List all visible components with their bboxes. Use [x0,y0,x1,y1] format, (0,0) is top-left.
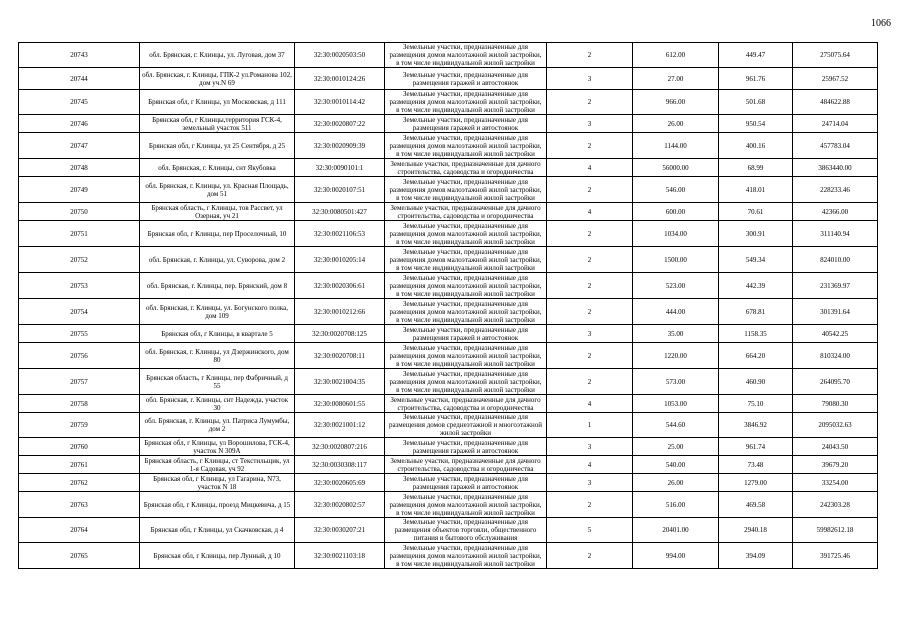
specific-value-cell: 1158.35 [719,325,793,343]
area-cell: 35.00 [633,325,719,343]
area-cell: 27.00 [633,68,719,90]
cadastral-number-cell: 32:30:0021106:53 [295,221,385,247]
area-cell: 1500.00 [633,247,719,273]
cadastral-value-cell: 2095032.63 [793,413,878,438]
land-use-purpose-cell: Земельные участки, предназначенные для размещения домов малоэтажной жилой застройки, в том числе индивидуальной жилой застройки [385,543,547,569]
area-cell: 966.00 [633,90,719,115]
table-row [19,369,878,395]
area-cell: 544.60 [633,413,719,438]
record-number-cell: 20749 [19,177,140,203]
page-number: 1066 [871,18,891,29]
cadastral-number-cell: 32:30:0020807:216 [295,438,385,456]
use-group-cell: 2 [547,273,633,299]
table-row [19,474,878,492]
cadastral-value-cell: 301391.64 [793,299,878,325]
cadastral-value-cell: 264095.70 [793,369,878,395]
record-number-cell: 20747 [19,133,140,159]
area-cell: 994.00 [633,543,719,569]
address-cell: Брянская обл, г Клинцы,территория ГСК-4, земельный участок 511 [140,115,295,133]
address-cell: Брянская обл, г Клинцы, ул Московская, д 111 [140,90,295,115]
area-cell: 444.00 [633,299,719,325]
record-number-cell: 20748 [19,159,140,177]
specific-value-cell: 68.99 [719,159,793,177]
specific-value-cell: 75.10 [719,395,793,413]
land-use-purpose-cell: Земельные участки, предназначенные для дачного строительства, садоводства и огородничества [385,395,547,413]
table-row [19,133,878,159]
cadastral-value-cell: 25967.52 [793,68,878,90]
table-row [19,456,878,474]
table-body [19,43,878,569]
cadastral-number-cell: 32:30:0010114:42 [295,90,385,115]
record-number-cell: 20750 [19,203,140,221]
record-number-cell: 20746 [19,115,140,133]
specific-value-cell: 961.74 [719,438,793,456]
cadastral-number-cell: 32:30:0030308:117 [295,456,385,474]
cadastral-number-cell: 32:30:0020107:51 [295,177,385,203]
specific-value-cell: 394.09 [719,543,793,569]
land-use-purpose-cell: Земельные участки, предназначенные для размещения домов малоэтажной жилой застройки, в том числе индивидуальной жилой застройки [385,273,547,299]
cadastral-number-cell: 32:30:0021103:18 [295,543,385,569]
cadastral-value-cell: 42366.00 [793,203,878,221]
cadastral-value-cell: 484622.88 [793,90,878,115]
cadastral-value-cell: 810324.00 [793,343,878,369]
cadastral-value-cell: 59982612.18 [793,518,878,543]
use-group-cell: 4 [547,456,633,474]
cadastral-value-cell: 275075.64 [793,43,878,68]
use-group-cell: 2 [547,133,633,159]
table-row [19,247,878,273]
record-number-cell: 20756 [19,343,140,369]
table-row [19,492,878,518]
use-group-cell: 3 [547,438,633,456]
record-number-cell: 20764 [19,518,140,543]
address-cell: Брянская обл, г Клинцы, ул Гагарина, N73, участок N 18 [140,474,295,492]
record-number-cell: 20755 [19,325,140,343]
land-use-purpose-cell: Земельные участки, предназначенные для размещения домов среднеэтажной и многоэтажной жилой застройки [385,413,547,438]
cadastral-number-cell: 32:30:0020503:50 [295,43,385,68]
record-number-cell: 20744 [19,68,140,90]
address-cell: Брянская обл, г Клинцы, в квартале 5 [140,325,295,343]
record-number-cell: 20754 [19,299,140,325]
use-group-cell: 2 [547,369,633,395]
land-use-purpose-cell: Земельные участки, предназначенные для размещения гаражей и автостоянок [385,474,547,492]
land-use-purpose-cell: Земельные участки, предназначенные для размещения объектов торговли, общественного питания и бытового обслуживания [385,518,547,543]
cadastral-number-cell: 32:30:0080501:427 [295,203,385,221]
land-use-purpose-cell: Земельные участки, предназначенные для размещения домов малоэтажной жилой застройки, в том числе индивидуальной жилой застройки [385,43,547,68]
cadastral-number-cell: 32:30:0010124:26 [295,68,385,90]
record-number-cell: 20758 [19,395,140,413]
address-cell: обл. Брянская, г. Клинцы, ул. Богунского полка, дом 109 [140,299,295,325]
land-use-purpose-cell: Земельные участки, предназначенные для размещения домов малоэтажной жилой застройки, в том числе индивидуальной жилой застройки [385,133,547,159]
area-cell: 600.00 [633,203,719,221]
area-cell: 546.00 [633,177,719,203]
area-cell: 26.00 [633,115,719,133]
table-row [19,177,878,203]
address-cell: обл. Брянская, г. Клинцы, снт Якубовка [140,159,295,177]
use-group-cell: 4 [547,159,633,177]
area-cell: 1053.00 [633,395,719,413]
area-cell: 20401.00 [633,518,719,543]
use-group-cell: 3 [547,325,633,343]
area-cell: 1220.00 [633,343,719,369]
specific-value-cell: 950.54 [719,115,793,133]
use-group-cell: 4 [547,203,633,221]
cadastral-value-cell: 391725.46 [793,543,878,569]
cadastral-value-cell: 311140.94 [793,221,878,247]
land-use-purpose-cell: Земельные участки, предназначенные для размещения домов малоэтажной жилой застройки, в том числе индивидуальной жилой застройки [385,343,547,369]
specific-value-cell: 1279.00 [719,474,793,492]
table-row [19,203,878,221]
record-number-cell: 20753 [19,273,140,299]
specific-value-cell: 2940.18 [719,518,793,543]
land-use-purpose-cell: Земельные участки, предназначенные для размещения гаражей и автостоянок [385,438,547,456]
use-group-cell: 3 [547,115,633,133]
use-group-cell: 2 [547,177,633,203]
address-cell: обл. Брянская, г. Клинцы, ул Дзержинского, дом 80 [140,343,295,369]
land-use-purpose-cell: Земельные участки, предназначенные для размещения гаражей и автостоянок [385,115,547,133]
cadastral-number-cell: 32:30:0021001:12 [295,413,385,438]
cadastral-value-cell: 24714.04 [793,115,878,133]
specific-value-cell: 501.68 [719,90,793,115]
table-row [19,90,878,115]
address-cell: Брянская обл, г Клинцы, ул Ворошилова, ГСК-4, участок N 309А [140,438,295,456]
use-group-cell: 2 [547,492,633,518]
address-cell: Брянская область, г Клинцы, пер Фабричный, д 55 [140,369,295,395]
cadastral-value-cell: 79080.30 [793,395,878,413]
address-cell: Брянская область, г Клинцы, ст Текстильщик, ул 1-я Садовая, уч 92 [140,456,295,474]
use-group-cell: 2 [547,90,633,115]
land-use-purpose-cell: Земельные участки, предназначенные для размещения домов малоэтажной жилой застройки, в том числе индивидуальной жилой застройки [385,299,547,325]
cadastral-number-cell: 32:30:0021004:35 [295,369,385,395]
table-row [19,115,878,133]
use-group-cell: 1 [547,413,633,438]
area-cell: 516.00 [633,492,719,518]
record-number-cell: 20757 [19,369,140,395]
cadastral-number-cell: 32:30:0010212:66 [295,299,385,325]
cadastral-number-cell: 32:30:0020605:69 [295,474,385,492]
specific-value-cell: 449.47 [719,43,793,68]
record-number-cell: 20745 [19,90,140,115]
address-cell: Брянская обл, г Клинцы, пер Проселочный, 10 [140,221,295,247]
area-cell: 523.00 [633,273,719,299]
use-group-cell: 2 [547,343,633,369]
table-row [19,273,878,299]
cadastral-value-cell: 228233.46 [793,177,878,203]
land-use-purpose-cell: Земельные участки, предназначенные для размещения гаражей и автостоянок [385,68,547,90]
address-cell: обл. Брянская, г. Клинцы, ул. Луговая, дом 37 [140,43,295,68]
specific-value-cell: 678.81 [719,299,793,325]
area-cell: 612.00 [633,43,719,68]
use-group-cell: 2 [547,247,633,273]
cadastral-number-cell: 32:30:0030207:21 [295,518,385,543]
land-use-purpose-cell: Земельные участки, предназначенные для размещения домов малоэтажной жилой застройки, в том числе индивидуальной жилой застройки [385,177,547,203]
specific-value-cell: 3846.92 [719,413,793,438]
table-row [19,343,878,369]
table-row [19,221,878,247]
cadastral-number-cell: 32:30:0020909:39 [295,133,385,159]
cadastral-value-cell: 24043.50 [793,438,878,456]
address-cell: обл. Брянская, г. Клинцы, ГПК-2 ул.Романова 102, дом уч.N 69 [140,68,295,90]
table-row [19,543,878,569]
specific-value-cell: 961.76 [719,68,793,90]
cadastral-number-cell: 32:30:0010205:14 [295,247,385,273]
record-number-cell: 20762 [19,474,140,492]
table-row [19,325,878,343]
specific-value-cell: 300.91 [719,221,793,247]
cadastral-number-cell: 32:30:0020807:22 [295,115,385,133]
table-row [19,299,878,325]
specific-value-cell: 73.48 [719,456,793,474]
land-use-purpose-cell: Земельные участки, предназначенные для размещения домов малоэтажной жилой застройки, в том числе индивидуальной жилой застройки [385,492,547,518]
use-group-cell: 2 [547,43,633,68]
land-use-purpose-cell: Земельные участки, предназначенные для размещения домов малоэтажной жилой застройки, в том числе индивидуальной жилой застройки [385,221,547,247]
address-cell: обл. Брянская, г. Клинцы, снт Надежда, участок 30 [140,395,295,413]
cadastral-number-cell: 32:30:0090101:1 [295,159,385,177]
address-cell: обл. Брянская, г. Клинцы, ул. Суворова, дом 2 [140,247,295,273]
address-cell: Брянская область, г Клинцы, тов Рассвет, ул Озерная, уч 21 [140,203,295,221]
area-cell: 56000.00 [633,159,719,177]
cadastral-value-cell: 3863440.00 [793,159,878,177]
address-cell: обл. Брянская, г. Клинцы, пер. Брянский, дом 8 [140,273,295,299]
cadastral-number-cell: 32:30:0020802:57 [295,492,385,518]
land-use-purpose-cell: Земельные участки, предназначенные для дачного строительства, садоводства и огородничества [385,159,547,177]
cadastral-value-cell: 39679.20 [793,456,878,474]
use-group-cell: 2 [547,543,633,569]
specific-value-cell: 460.90 [719,369,793,395]
use-group-cell: 3 [547,474,633,492]
address-cell: обл. Брянская, г. Клинцы, ул. Патриса Лумумбы, дом 2 [140,413,295,438]
use-group-cell: 5 [547,518,633,543]
specific-value-cell: 664.20 [719,343,793,369]
cadastral-value-table [18,42,878,569]
record-number-cell: 20763 [19,492,140,518]
cadastral-number-cell: 32:30:0020306:61 [295,273,385,299]
address-cell: Брянская обл, г Клинцы, ул 25 Сентября, д 25 [140,133,295,159]
table-row [19,413,878,438]
record-number-cell: 20752 [19,247,140,273]
record-number-cell: 20759 [19,413,140,438]
land-use-purpose-cell: Земельные участки, предназначенные для размещения домов малоэтажной жилой застройки, в том числе индивидуальной жилой застройки [385,369,547,395]
cadastral-value-cell: 33254.00 [793,474,878,492]
specific-value-cell: 400.16 [719,133,793,159]
area-cell: 25.00 [633,438,719,456]
record-number-cell: 20743 [19,43,140,68]
table-row [19,159,878,177]
specific-value-cell: 442.39 [719,273,793,299]
specific-value-cell: 418.01 [719,177,793,203]
land-use-purpose-cell: Земельные участки, предназначенные для дачного строительства, садоводства и огородничества [385,203,547,221]
record-number-cell: 20760 [19,438,140,456]
area-cell: 540.00 [633,456,719,474]
use-group-cell: 2 [547,299,633,325]
address-cell: Брянская обл, г Клинцы, проезд Мицкевича, д 15 [140,492,295,518]
area-cell: 1034.00 [633,221,719,247]
record-number-cell: 20751 [19,221,140,247]
cadastral-value-cell: 824010.00 [793,247,878,273]
use-group-cell: 3 [547,68,633,90]
table-row [19,43,878,68]
area-cell: 26.00 [633,474,719,492]
cadastral-number-cell: 32:30:0020708:11 [295,343,385,369]
cadastral-value-cell: 242303.28 [793,492,878,518]
specific-value-cell: 549.34 [719,247,793,273]
address-cell: Брянская обл, г Клинцы, ул Скачковская, д 4 [140,518,295,543]
land-use-purpose-cell: Земельные участки, предназначенные для размещения домов малоэтажной жилой застройки, в том числе индивидуальной жилой застройки [385,90,547,115]
specific-value-cell: 70.61 [719,203,793,221]
table-row [19,438,878,456]
address-cell: Брянская обл, г Клинцы, пер Лунный, д 10 [140,543,295,569]
cadastral-number-cell: 32:30:0080601:55 [295,395,385,413]
address-cell: обл. Брянская, г. Клинцы, ул. Красная Площадь, дом 51 [140,177,295,203]
use-group-cell: 2 [547,221,633,247]
land-use-purpose-cell: Земельные участки, предназначенные для дачного строительства, садоводства и огородничества [385,456,547,474]
cadastral-value-cell: 231369.97 [793,273,878,299]
record-number-cell: 20765 [19,543,140,569]
cadastral-value-cell: 40542.25 [793,325,878,343]
land-use-purpose-cell: Земельные участки, предназначенные для размещения гаражей и автостоянок [385,325,547,343]
cadastral-number-cell: 32:30:0020708:125 [295,325,385,343]
table-row [19,518,878,543]
area-cell: 573.00 [633,369,719,395]
specific-value-cell: 469.58 [719,492,793,518]
use-group-cell: 4 [547,395,633,413]
area-cell: 1144.00 [633,133,719,159]
table-row [19,395,878,413]
land-use-purpose-cell: Земельные участки, предназначенные для размещения домов малоэтажной жилой застройки, в том числе индивидуальной жилой застройки [385,247,547,273]
record-number-cell: 20761 [19,456,140,474]
table-row [19,68,878,90]
cadastral-value-cell: 457783.04 [793,133,878,159]
